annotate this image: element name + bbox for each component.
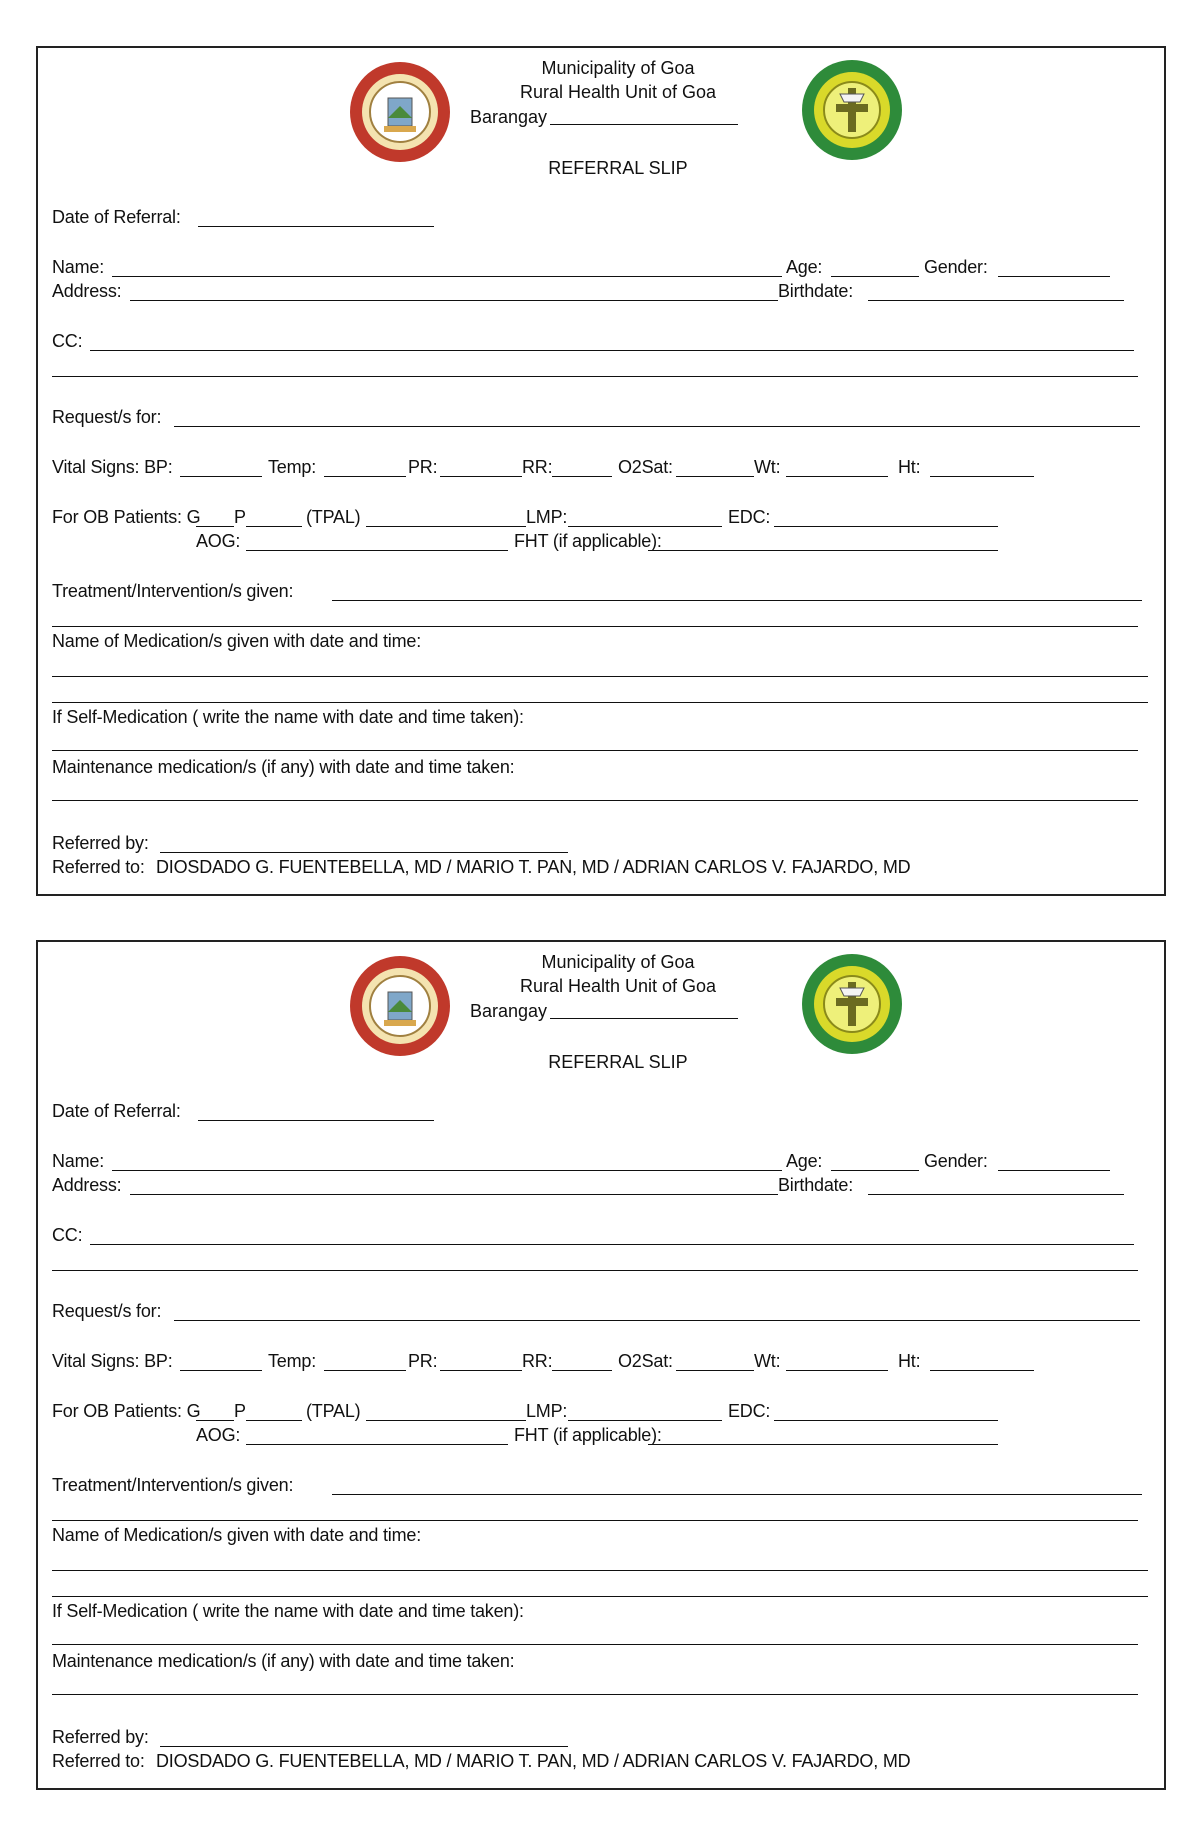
- edc-blank[interactable]: [774, 1420, 998, 1421]
- address-blank[interactable]: [130, 300, 778, 301]
- temp-blank[interactable]: [324, 476, 406, 477]
- bp-label: Vital Signs: BP:: [52, 1351, 173, 1371]
- referred-to-label: Referred to:: [52, 857, 145, 877]
- aog-blank[interactable]: [246, 550, 508, 551]
- referred-by-label: Referred by:: [52, 1727, 149, 1747]
- birthdate-label: Birthdate:: [778, 281, 854, 301]
- ht-label: Ht:: [898, 457, 921, 477]
- age-blank[interactable]: [831, 1170, 919, 1171]
- ob-g-blank[interactable]: [196, 526, 234, 527]
- ht-blank[interactable]: [930, 1370, 1034, 1371]
- gender-label: Gender:: [924, 1151, 988, 1171]
- ob-g-label: For OB Patients: G: [52, 1401, 201, 1421]
- edc-blank[interactable]: [774, 526, 998, 527]
- requests-label: Request/s for:: [52, 1301, 162, 1321]
- gender-label: Gender:: [924, 257, 988, 277]
- maintenance-label: Maintenance medication/s (if any) with date and time taken:: [52, 757, 515, 777]
- wt-label: Wt:: [754, 457, 781, 477]
- rhu-name: Rural Health Unit of Goa: [519, 976, 717, 996]
- gender-blank[interactable]: [998, 1170, 1110, 1171]
- gender-blank[interactable]: [998, 276, 1110, 277]
- medication-blank-1[interactable]: [52, 676, 1148, 677]
- slip-title: REFERRAL SLIP: [548, 1052, 688, 1072]
- referred-by-label: Referred by:: [52, 833, 149, 853]
- referred-by-blank[interactable]: [160, 1746, 568, 1747]
- aog-label: AOG:: [196, 1425, 241, 1445]
- self-medication-blank[interactable]: [52, 1644, 1138, 1645]
- cc-blank-2[interactable]: [52, 1270, 1138, 1271]
- rhu-name: Rural Health Unit of Goa: [519, 82, 717, 102]
- date-of-referral-label: Date of Referral:: [52, 1101, 181, 1121]
- referred-to-label: Referred to:: [52, 1751, 145, 1771]
- medication-label: Name of Medication/s given with date and time:: [52, 1525, 421, 1545]
- rr-label: RR:: [522, 457, 553, 477]
- requests-blank[interactable]: [174, 426, 1140, 427]
- ob-g-blank[interactable]: [196, 1420, 234, 1421]
- medication-blank-2[interactable]: [52, 702, 1148, 703]
- date-of-referral-blank[interactable]: [198, 226, 434, 227]
- treatment-blank-1[interactable]: [332, 600, 1142, 601]
- age-label: Age:: [786, 257, 823, 277]
- referral-slip-top: [36, 46, 1166, 896]
- wt-label: Wt:: [754, 1351, 781, 1371]
- wt-blank[interactable]: [786, 1370, 888, 1371]
- tpal-blank[interactable]: [366, 1420, 526, 1421]
- lmp-blank[interactable]: [568, 526, 722, 527]
- requests-label: Request/s for:: [52, 407, 162, 427]
- name-blank[interactable]: [112, 1170, 782, 1171]
- temp-label: Temp:: [268, 457, 317, 477]
- self-medication-label: If Self-Medication ( write the name with date and time taken):: [52, 1601, 524, 1621]
- ob-p-blank[interactable]: [246, 526, 302, 527]
- aog-label: AOG:: [196, 531, 241, 551]
- address-label: Address:: [52, 1175, 122, 1195]
- ob-p-label: P: [234, 507, 246, 527]
- medication-blank-1[interactable]: [52, 1570, 1148, 1571]
- lmp-blank[interactable]: [568, 1420, 722, 1421]
- medication-label: Name of Medication/s given with date and time:: [52, 631, 421, 651]
- tpal-blank[interactable]: [366, 526, 526, 527]
- bp-blank[interactable]: [180, 476, 262, 477]
- self-medication-blank[interactable]: [52, 750, 1138, 751]
- ht-label: Ht:: [898, 1351, 921, 1371]
- treatment-blank-2[interactable]: [52, 1520, 1138, 1521]
- date-of-referral-label: Date of Referral:: [52, 207, 181, 227]
- referred-to-value: DIOSDADO G. FUENTEBELLA, MD / MARIO T. PAN, MD / ADRIAN CARLOS V. FAJARDO, MD: [156, 1751, 911, 1771]
- treatment-label: Treatment/Intervention/s given:: [52, 581, 294, 601]
- name-label: Name:: [52, 257, 105, 277]
- self-medication-label: If Self-Medication ( write the name with date and time taken):: [52, 707, 524, 727]
- barangay-blank[interactable]: [550, 1018, 738, 1019]
- cc-label: CC:: [52, 331, 83, 351]
- tpal-label: (TPAL): [306, 507, 361, 527]
- address-blank[interactable]: [130, 1194, 778, 1195]
- health-office-seal-icon: [800, 952, 904, 1056]
- cc-blank-1[interactable]: [90, 1244, 1134, 1245]
- date-of-referral-blank[interactable]: [198, 1120, 434, 1121]
- fht-label: FHT (if applicable):: [514, 531, 662, 551]
- maintenance-label: Maintenance medication/s (if any) with date and time taken:: [52, 1651, 515, 1671]
- temp-blank[interactable]: [324, 1370, 406, 1371]
- barangay-label: Barangay: [470, 107, 548, 127]
- rr-blank[interactable]: [552, 476, 612, 477]
- edc-label: EDC:: [728, 507, 771, 527]
- municipality-seal-icon: [348, 954, 452, 1058]
- treatment-label: Treatment/Intervention/s given:: [52, 1475, 294, 1495]
- medication-blank-2[interactable]: [52, 1596, 1148, 1597]
- ob-p-blank[interactable]: [246, 1420, 302, 1421]
- birthdate-blank[interactable]: [868, 1194, 1124, 1195]
- maintenance-blank[interactable]: [52, 800, 1138, 801]
- bp-label: Vital Signs: BP:: [52, 457, 173, 477]
- aog-blank[interactable]: [246, 1444, 508, 1445]
- tpal-label: (TPAL): [306, 1401, 361, 1421]
- referral-slip-bottom: [36, 940, 1166, 1790]
- municipality-seal-icon: [348, 60, 452, 164]
- referred-by-blank[interactable]: [160, 852, 568, 853]
- fht-blank[interactable]: [648, 1444, 998, 1445]
- fht-label: FHT (if applicable):: [514, 1425, 662, 1445]
- o2sat-blank[interactable]: [676, 1370, 754, 1371]
- health-office-seal-icon: [800, 58, 904, 162]
- requests-blank[interactable]: [174, 1320, 1140, 1321]
- bp-blank[interactable]: [180, 1370, 262, 1371]
- age-blank[interactable]: [831, 276, 919, 277]
- wt-blank[interactable]: [786, 476, 888, 477]
- birthdate-blank[interactable]: [868, 300, 1124, 301]
- municipality-name: Municipality of Goa: [541, 952, 695, 972]
- ob-p-label: P: [234, 1401, 246, 1421]
- treatment-blank-1[interactable]: [332, 1494, 1142, 1495]
- temp-label: Temp:: [268, 1351, 317, 1371]
- municipality-name: Municipality of Goa: [541, 58, 695, 78]
- pr-blank[interactable]: [440, 476, 522, 477]
- cc-label: CC:: [52, 1225, 83, 1245]
- age-label: Age:: [786, 1151, 823, 1171]
- pr-label: PR:: [408, 1351, 438, 1371]
- o2sat-label: O2Sat:: [618, 1351, 673, 1371]
- ht-blank[interactable]: [930, 476, 1034, 477]
- cc-blank-2[interactable]: [52, 376, 1138, 377]
- referred-to-value: DIOSDADO G. FUENTEBELLA, MD / MARIO T. PAN, MD / ADRIAN CARLOS V. FAJARDO, MD: [156, 857, 911, 877]
- address-label: Address:: [52, 281, 122, 301]
- birthdate-label: Birthdate:: [778, 1175, 854, 1195]
- slip-title: REFERRAL SLIP: [548, 158, 688, 178]
- treatment-blank-2[interactable]: [52, 626, 1138, 627]
- fht-blank[interactable]: [648, 550, 998, 551]
- barangay-label: Barangay: [470, 1001, 548, 1021]
- cc-blank-1[interactable]: [90, 350, 1134, 351]
- rr-label: RR:: [522, 1351, 553, 1371]
- lmp-label: LMP:: [526, 507, 568, 527]
- ob-g-label: For OB Patients: G: [52, 507, 201, 527]
- maintenance-blank[interactable]: [52, 1694, 1138, 1695]
- o2sat-label: O2Sat:: [618, 457, 673, 477]
- edc-label: EDC:: [728, 1401, 771, 1421]
- barangay-blank[interactable]: [550, 124, 738, 125]
- lmp-label: LMP:: [526, 1401, 568, 1421]
- rr-blank[interactable]: [552, 1370, 612, 1371]
- name-label: Name:: [52, 1151, 105, 1171]
- o2sat-blank[interactable]: [676, 476, 754, 477]
- pr-label: PR:: [408, 457, 438, 477]
- pr-blank[interactable]: [440, 1370, 522, 1371]
- name-blank[interactable]: [112, 276, 782, 277]
